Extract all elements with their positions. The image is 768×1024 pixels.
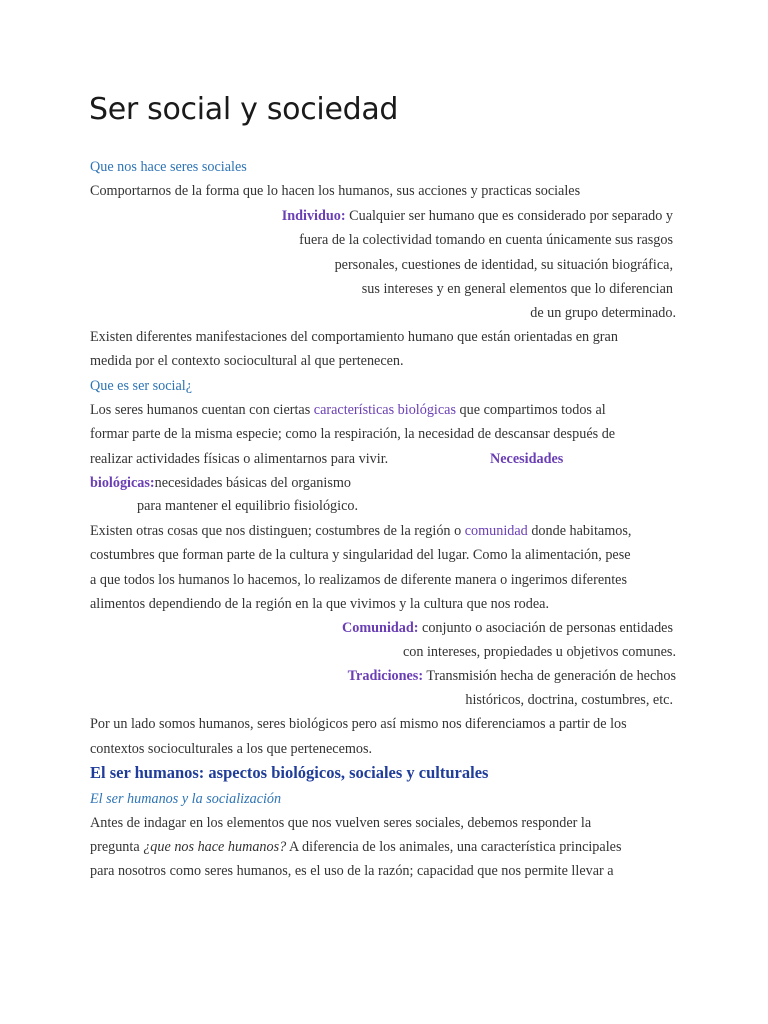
paragraph-line — [90, 838, 621, 856]
paragraph-line: Comportarnos de la forma que lo hacen los humanos, sus acciones y practicas sociales — [90, 183, 581, 199]
paragraph-line: Por un lado somos humanos, seres biológicos pero así mismo nos diferenciamos a partir de los — [90, 716, 627, 732]
definition-individuo-line: de un grupo determinado. — [530, 305, 676, 321]
definition-comunidad-line — [342, 619, 673, 637]
paragraph-line: Antes de indagar en los elementos que nos vuelven seres sociales, debemos responder la — [90, 815, 592, 831]
text: Los seres humanos cuentan con ciertas — [90, 402, 314, 418]
definition-individuo-line — [282, 207, 673, 225]
section-heading-ser-humanos: El ser humanos: aspectos biológicos, sociales y culturales — [90, 763, 489, 782]
section-heading-que-es — [90, 377, 192, 395]
text: A diferencia de los animales, una característica principales — [286, 839, 622, 855]
definition-tradiciones-line: históricos, doctrina, costumbres, etc. — [465, 692, 673, 708]
definition-comunidad-line: con intereses, propiedades u objetivos comunes. — [402, 644, 676, 660]
definition-necesidades-line: para mantener el equilibrio fisiológico. — [137, 498, 359, 514]
term-tradiciones: Tradiciones: — [347, 668, 424, 684]
text: donde habitamos, — [527, 523, 632, 539]
section-heading-que-nos-hace: Que nos hace seres sociales — [90, 159, 247, 175]
text: que compartimos todos al — [455, 402, 606, 418]
paragraph-line — [90, 522, 631, 540]
paragraph-line: Existen diferentes manifestaciones del comportamiento humano que están orientadas en gran — [90, 329, 618, 345]
paragraph-line: para nosotros como seres humanos, es el uso de la razón; capacidad que nos permite llevar a — [90, 863, 614, 879]
italic-question: ¿que nos hace humanos? — [143, 839, 287, 855]
definition-text: conjunto o asociación de personas entidades — [418, 620, 673, 636]
text: Existen otras cosas que nos distinguen; costumbres de la región o — [90, 523, 465, 539]
paragraph-line: medida por el contexto sociocultural al que pertenecen. — [90, 353, 404, 369]
definition-individuo-line: fuera de la colectividad tomando en cuenta únicamente sus rasgos — [299, 232, 673, 248]
paragraph-line: a que todos los humanos lo hacemos, lo realizamos de diferente manera o ingerimos diferentes — [90, 572, 627, 588]
term-comunidad: Comunidad: — [342, 620, 419, 636]
paragraph-line: realizar actividades físicas o alimentarnos para vivir. — [90, 451, 389, 467]
definition-individuo-line: sus intereses y en general elementos que lo diferencian — [361, 281, 673, 297]
definition-text: Transmisión hecha de generación de hechos — [423, 668, 676, 684]
subsection-heading-socializacion: El ser humanos y la socialización — [90, 791, 282, 807]
paragraph-line: contextos socioculturales a los que pertenecemos. — [90, 741, 373, 757]
page-title: Ser social y sociedad — [89, 92, 399, 127]
heading-mark: ¿ — [185, 378, 193, 394]
paragraph-line: costumbres que forman parte de la cultura y singularidad del lugar. Como la alimentación, pese — [90, 547, 631, 563]
term-biologicas: biológicas: — [90, 475, 155, 491]
definition-necesidades-line — [90, 474, 351, 492]
paragraph-line — [90, 401, 606, 419]
term-individuo: Individuo: — [281, 208, 346, 224]
text: pregunta — [90, 839, 144, 855]
definition-tradiciones-line — [348, 667, 676, 685]
term-necesidades: Necesidades — [490, 451, 564, 467]
paragraph-line: formar parte de la misma especie; como la respiración, la necesidad de descansar después de — [90, 426, 616, 442]
link-comunidad[interactable]: comunidad — [464, 523, 528, 539]
definition-individuo-line: personales, cuestiones de identidad, su situación biográfica, — [334, 257, 673, 273]
definition-text: Cualquier ser humano que es considerado por separado y — [345, 208, 673, 224]
heading-text: Que es ser social — [90, 378, 186, 394]
paragraph-line: alimentos dependiendo de la región en la que vivimos y la cultura que nos rodea. — [90, 596, 549, 612]
definition-text: necesidades básicas del organismo — [154, 475, 351, 491]
link-caracteristicas-biologicas[interactable]: características biológicas — [313, 402, 456, 418]
